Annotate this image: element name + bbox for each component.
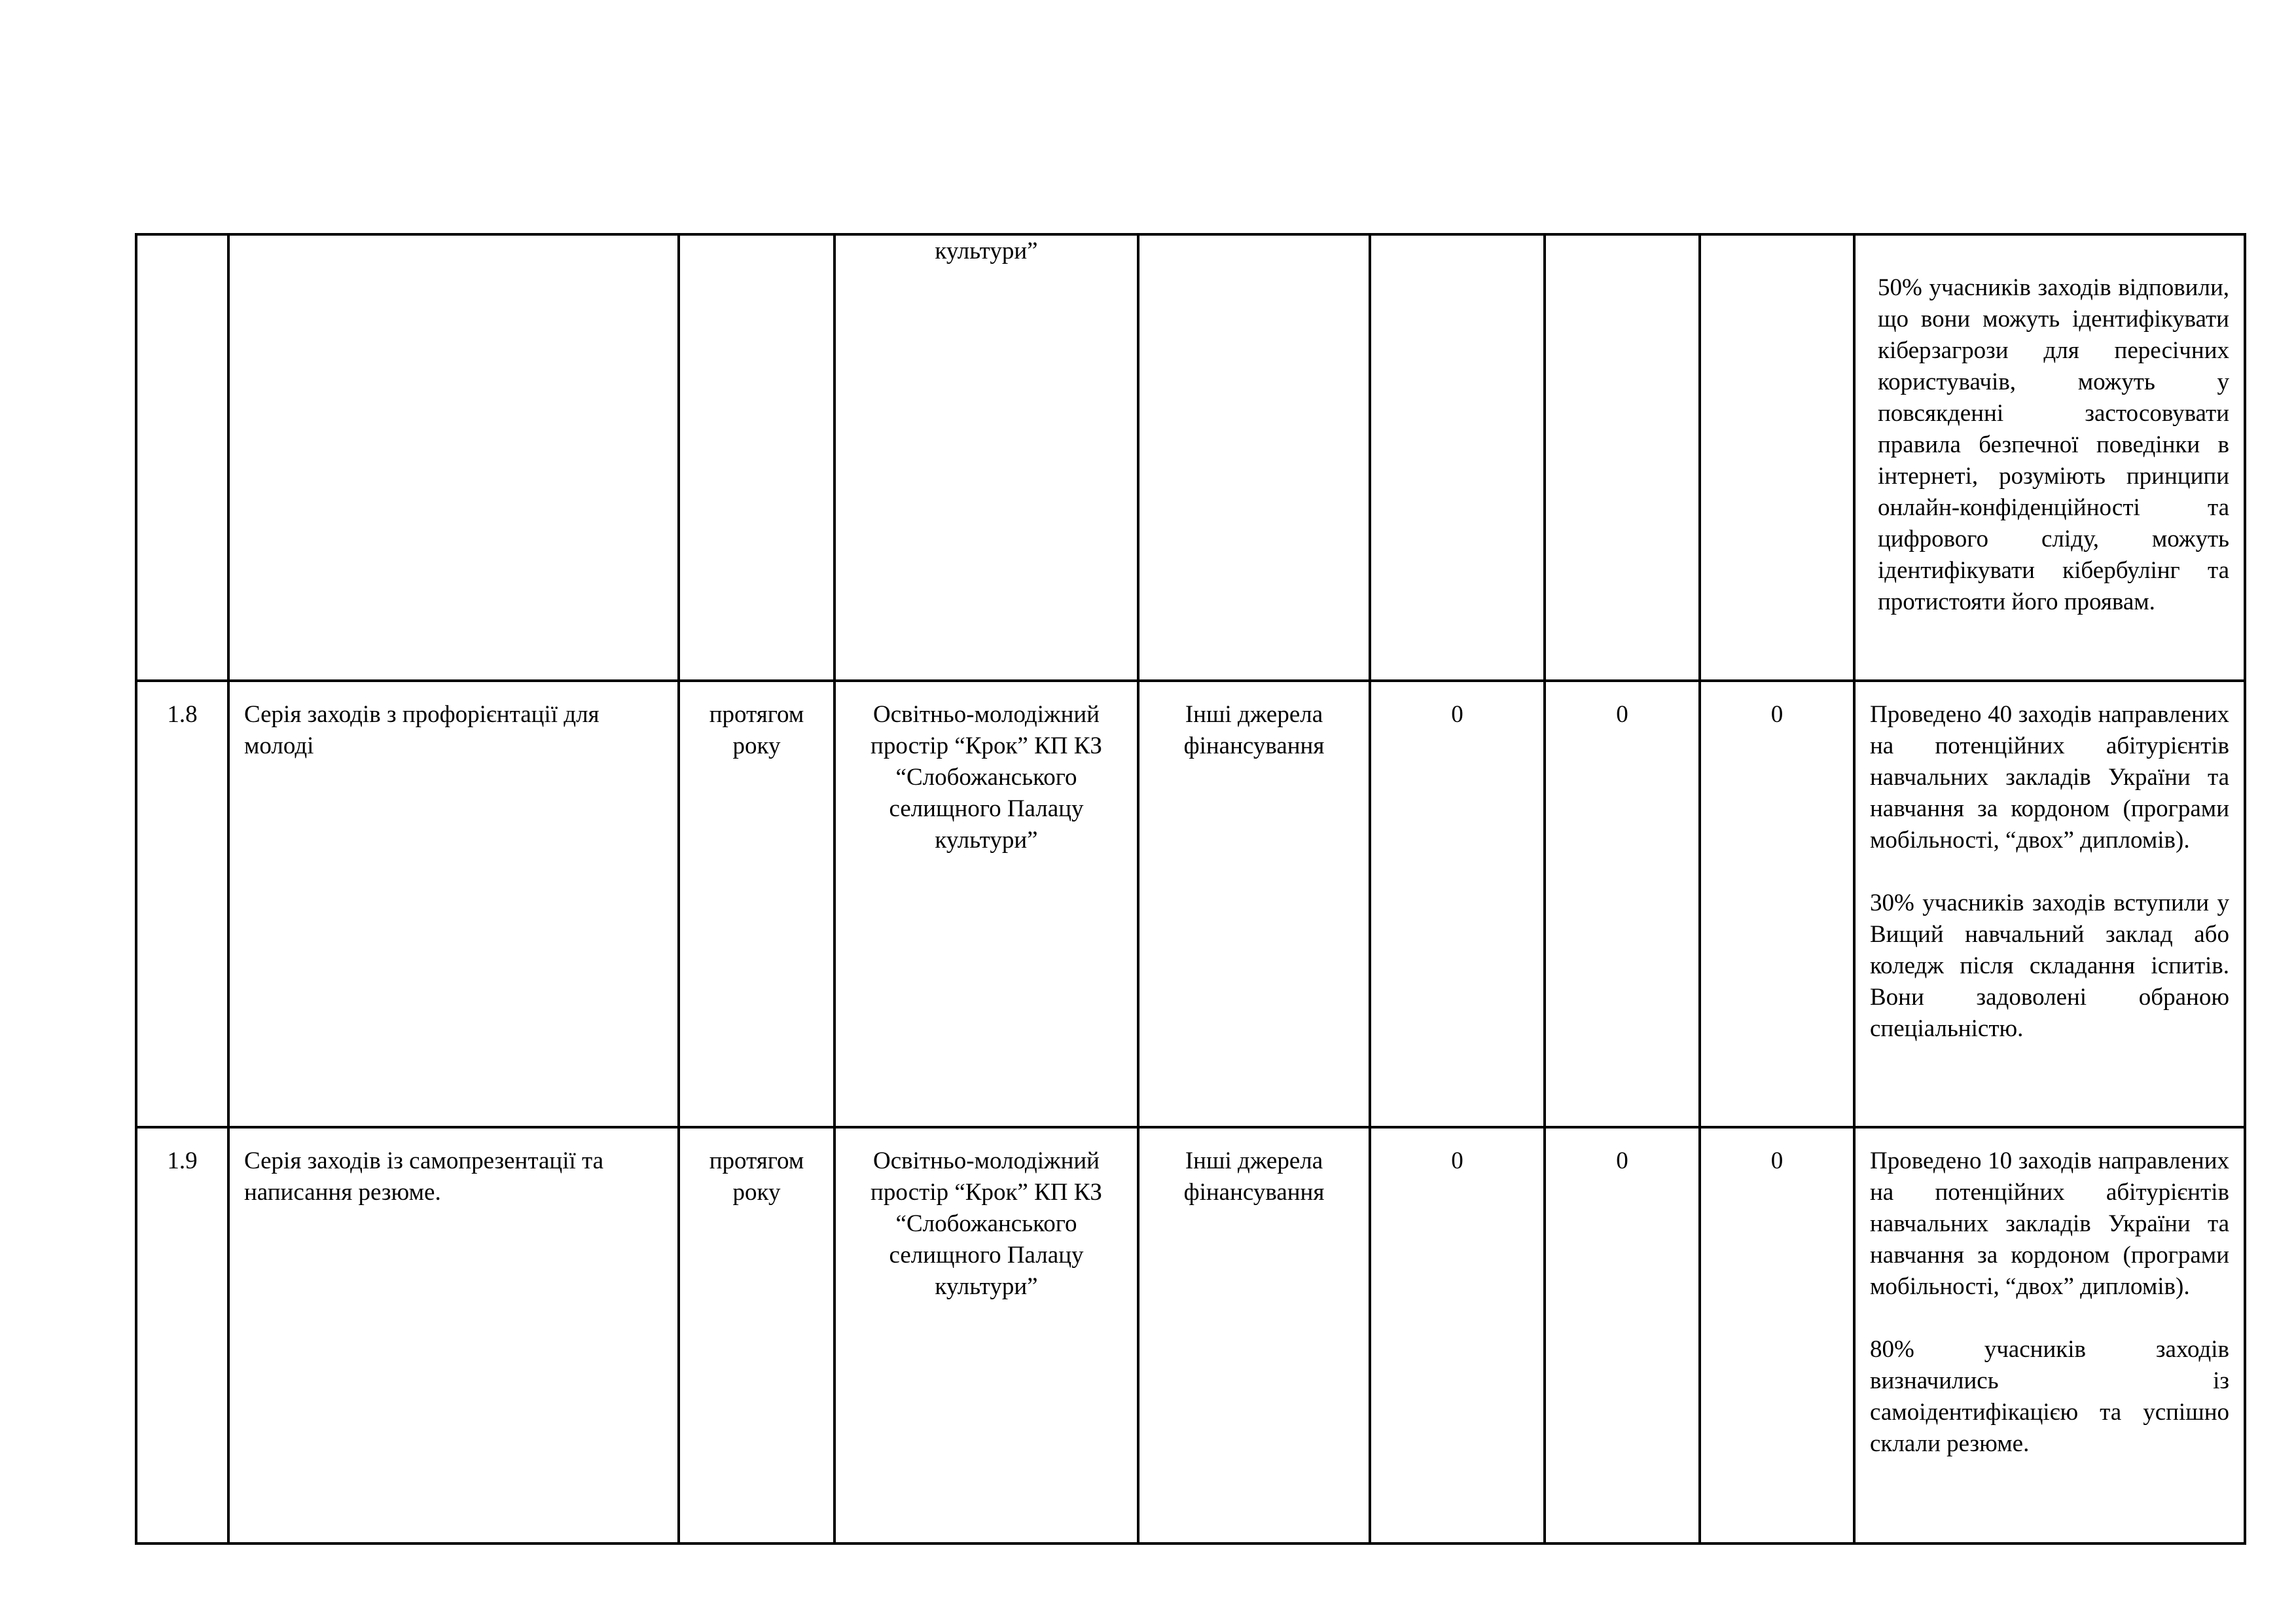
funding-value-3: [1700, 234, 1854, 681]
result-paragraph: 80% учасників заходів визначились із самоідентифікацією та успішно склали резюме.: [1870, 1336, 2229, 1457]
term: протягом року: [679, 681, 834, 1127]
program-measures-table: [135, 233, 2246, 1545]
funding-source: Інші джерела фінансування: [1138, 681, 1370, 1127]
measure-name: Серія заходів з профорієнтації для молоді: [228, 681, 679, 1127]
row-number: 1.9: [136, 1127, 228, 1543]
funding-value-2: [1545, 234, 1700, 681]
term: протягом року: [679, 1127, 834, 1543]
table-row: [136, 234, 2245, 681]
term: [679, 234, 834, 681]
funding-value-3: 0: [1700, 1127, 1854, 1543]
expected-result: [1854, 1127, 2245, 1543]
funding-source: Інші джерела фінансування: [1138, 1127, 1370, 1543]
executor: [834, 234, 1138, 681]
executor-text: культури”: [935, 238, 1038, 264]
funding-value-1: 0: [1370, 1127, 1545, 1543]
expected-result: [1854, 234, 2245, 681]
funding-value-1: 0: [1370, 681, 1545, 1127]
funding-value-3: 0: [1700, 681, 1854, 1127]
funding-source: [1138, 234, 1370, 681]
table-row: [136, 681, 2245, 1127]
result-paragraph: Проведено 10 заходів направлених на потенційних абітурієнтів навчальних закладів України та навчання за кордоном (програми мобільності, “двох” дипломів).: [1870, 1147, 2229, 1300]
row-number: [136, 234, 228, 681]
funding-value-2: 0: [1545, 681, 1700, 1127]
result-paragraph: Проведено 40 заходів направлених на потенційних абітурієнтів навчальних закладів України та навчання за кордоном (програми мобільності, “двох” дипломів).: [1870, 701, 2229, 854]
result-paragraph: 30% учасників заходів вступили у Вищий навчальний заклад або коледж після складання іспитів. Вони задоволені обраною спеціальністю.: [1870, 890, 2229, 1042]
result-paragraph: 50% учасників заходів відповили, що вони можуть ідентифікувати кіберзагрози для пересічних користувачів, можуть у повсякденні застосовувати правила безпечної поведінки в інтернеті, розуміють принципи онлайн-конфіденційності та цифрового сліду, можуть ідентифікувати кібербулінг та протистояти його проявам.: [1878, 274, 2229, 615]
executor: Освітньо-молодіжний простір “Крок” КП КЗ “Слобожанського селищного Палацу культури”: [834, 1127, 1138, 1543]
measure-name: Серія заходів із самопрезентації та написання резюме.: [228, 1127, 679, 1543]
row-number: 1.8: [136, 681, 228, 1127]
funding-value-2: 0: [1545, 1127, 1700, 1543]
expected-result: [1854, 681, 2245, 1127]
table-row: [136, 1127, 2245, 1543]
executor: Освітньо-молодіжний простір “Крок” КП КЗ “Слобожанського селищного Палацу культури”: [834, 681, 1138, 1127]
funding-value-1: [1370, 234, 1545, 681]
measure-name: [228, 234, 679, 681]
